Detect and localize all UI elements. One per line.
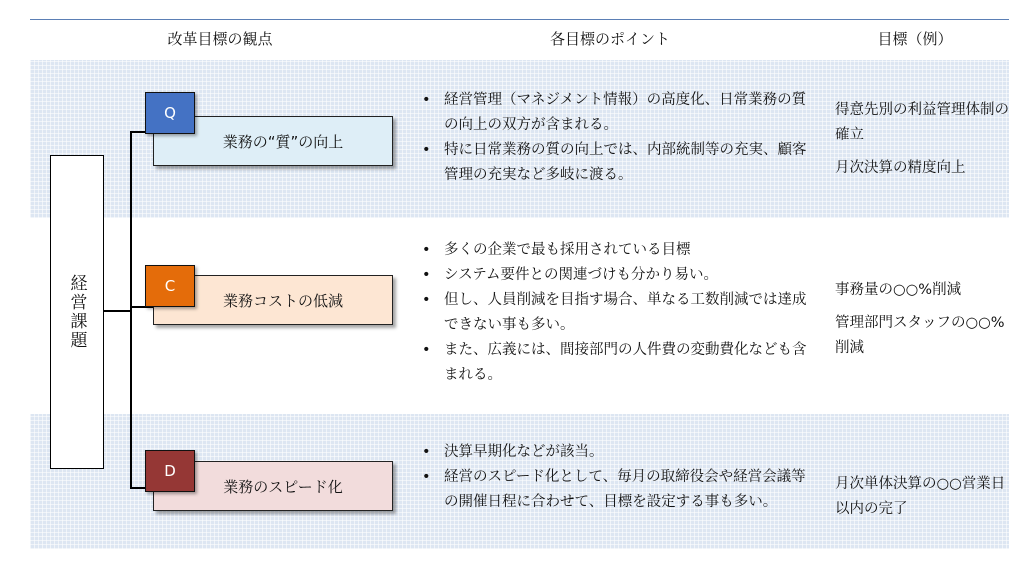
letter-badge-q: Q — [145, 92, 195, 134]
header-points: 各目標のポイント — [549, 30, 670, 48]
header-top-rule — [30, 19, 1009, 20]
bullet-icon: • — [422, 142, 431, 158]
points-list-quality — [418, 88, 818, 188]
points-list-cost — [418, 238, 818, 388]
letter-badge-d: D — [145, 450, 195, 492]
header-targets: 目標（例） — [877, 30, 953, 48]
point-item: • 経営管理（マネジメント情報）の高度化、日常業務の質の向上の双方が含まれる。 — [418, 88, 818, 138]
category-label: 業務のスピード化 — [223, 477, 343, 496]
target-item: 得意先別の利益管理体制の確立 — [835, 102, 1009, 143]
point-item: • 多くの企業で最も採用されている目標 — [418, 238, 818, 263]
point-item: • 決算早期化などが該当。 — [418, 440, 818, 465]
point-item: • また、広義には、間接部門の人件費の変動費化なども含まれる。 — [418, 338, 818, 388]
bullet-icon: • — [422, 242, 431, 258]
target-item: 事務量の○○%削減 — [835, 282, 962, 298]
letter-badge-c: C — [145, 265, 195, 307]
bullet-icon: • — [422, 342, 431, 358]
connector-trunk — [130, 131, 132, 488]
root-box — [50, 155, 104, 469]
target-item: 月次決算の精度向上 — [835, 160, 966, 176]
target-item: 管理部門スタッフの○○%削減 — [835, 315, 1005, 356]
target-item: 月次単体決算の○○営業日以内の完了 — [835, 476, 1006, 517]
header-perspective: 改革目標の観点 — [167, 30, 273, 48]
point-item: • システム要件との関連づけも分かり易い。 — [418, 263, 818, 288]
bullet-icon: • — [422, 444, 431, 460]
category-label: 業務の“質”の向上 — [222, 132, 344, 151]
bullet-icon: • — [422, 267, 431, 283]
category-label: 業務コストの低減 — [222, 291, 343, 310]
targets-cost — [835, 278, 1011, 369]
bullet-icon: • — [422, 292, 431, 308]
point-item: • 但し、人員削減を目指す場合、単なる工数削減では達成できない事も多い。 — [418, 288, 818, 338]
point-item: • 特に日常業務の質の向上では、内部統制等の充実、顧客管理の充実など多岐に渡る。 — [418, 138, 818, 188]
bullet-icon: • — [422, 92, 431, 108]
targets-speed — [835, 472, 1011, 530]
root-label: 経営課題 — [66, 274, 87, 350]
bullet-icon: • — [422, 469, 431, 485]
connector-root — [104, 310, 131, 312]
points-list-speed — [418, 440, 818, 515]
point-item: • 経営のスピード化として、毎月の取締役会や経営会議等の開催日程に合わせて、目標を設定する事も多い。 — [418, 465, 818, 515]
targets-quality — [835, 98, 1011, 189]
